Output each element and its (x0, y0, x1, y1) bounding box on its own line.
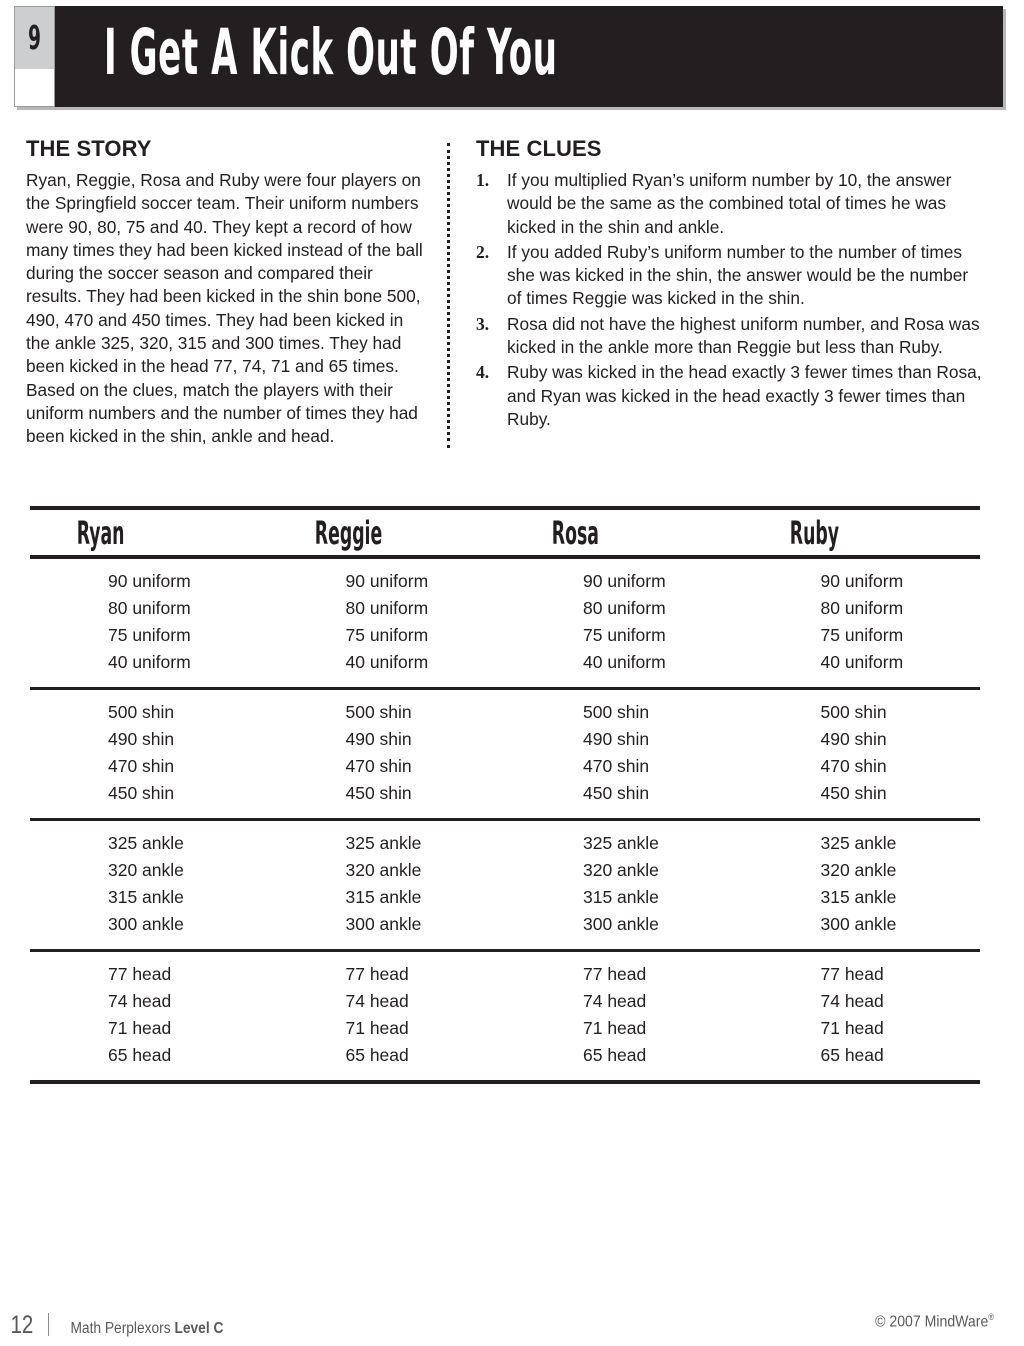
grid-option[interactable]: 320 ankle (583, 860, 659, 880)
grid-option[interactable]: 71 head (108, 1018, 172, 1038)
grid-option[interactable]: 75 uniform (583, 625, 666, 645)
story-body: Ryan, Reggie, Rosa and Ruby were four players on the Springfield soccer team. Their uniform numbers were 90, 80, 75 and 40. They kept a record of how many times they had been kicked instead of the ball during the soccer season and compared their results. They had been kicked in the shin bone 500, 490, 470 and 450 times. They had been kicked in the ankle 325, 320, 315 and 300 times. They had been kicked in the head 77, 74, 71 and 65 times. Based on the clues, match the players with their uniform numbers and the number of times they had been kicked in the shin, ankle and head. (26, 170, 423, 447)
page-footer (0, 1310, 1024, 1346)
grid-cell[interactable] (505, 830, 743, 938)
grid-cell[interactable] (30, 961, 268, 1069)
clues-column (476, 136, 986, 433)
grid-option[interactable]: 470 shin (345, 756, 412, 776)
footer-series-title (70, 1320, 223, 1338)
grid-option[interactable]: 450 shin (345, 783, 412, 803)
grid-option[interactable]: 450 shin (108, 783, 175, 803)
clue-text: If you added Ruby’s uniform number to the number of times she was kicked in the shin, the answer would be the number of times Reggie was kicked in the shin. (507, 241, 969, 309)
grid-option[interactable]: 450 shin (820, 783, 887, 803)
grid-cell[interactable] (268, 568, 506, 676)
grid-option[interactable]: 74 head (108, 991, 172, 1011)
clue-item (476, 313, 986, 360)
grid-cell[interactable] (505, 961, 743, 1069)
grid-option[interactable]: 90 uniform (345, 571, 429, 591)
player-name-ryan: Ryan (76, 513, 125, 552)
grid-option[interactable]: 71 head (820, 1018, 884, 1038)
footer-level: Level C (174, 1320, 224, 1337)
player-name-reggie: Reggie (314, 513, 382, 552)
grid-option[interactable]: 90 uniform (583, 571, 666, 591)
grid-option[interactable]: 80 uniform (820, 598, 904, 618)
puzzle-number: 9 (28, 18, 41, 57)
grid-option[interactable]: 500 shin (820, 702, 887, 722)
grid-option[interactable]: 40 uniform (820, 652, 904, 672)
clue-item (476, 361, 986, 431)
grid-option[interactable]: 490 shin (108, 729, 175, 749)
grid-option[interactable]: 315 ankle (345, 887, 422, 907)
grid-option[interactable]: 300 ankle (345, 914, 422, 934)
grid-cell[interactable] (743, 568, 981, 676)
grid-option[interactable]: 80 uniform (345, 598, 429, 618)
page-header (0, 0, 1024, 112)
solving-grid (30, 506, 980, 1084)
grid-option[interactable]: 500 shin (345, 702, 412, 722)
grid-option[interactable]: 325 ankle (345, 833, 422, 853)
grid-option[interactable]: 450 shin (583, 783, 650, 803)
footer-divider (48, 1313, 49, 1336)
grid-option[interactable]: 500 shin (583, 702, 650, 722)
clue-number: 4. (476, 362, 490, 383)
grid-option[interactable]: 65 head (345, 1045, 409, 1065)
grid-block-head (30, 952, 980, 1080)
grid-cell[interactable] (268, 830, 506, 938)
grid-option[interactable]: 315 ankle (820, 887, 897, 907)
grid-cell[interactable] (743, 961, 981, 1069)
grid-option[interactable]: 325 ankle (583, 833, 659, 853)
grid-option[interactable]: 71 head (583, 1018, 647, 1038)
clue-item (476, 169, 986, 239)
clue-number: 2. (476, 241, 490, 262)
grid-cell[interactable] (505, 568, 743, 676)
grid-block-ankle (30, 821, 980, 949)
grid-option[interactable]: 74 head (345, 991, 409, 1011)
grid-option[interactable]: 315 ankle (108, 887, 184, 907)
grid-header-cell (30, 514, 268, 552)
grid-option[interactable]: 40 uniform (583, 652, 666, 672)
grid-option[interactable]: 325 ankle (820, 833, 897, 853)
footer-copyright (875, 1312, 994, 1331)
story-column (26, 136, 426, 449)
grid-option[interactable]: 470 shin (108, 756, 175, 776)
clue-text: Rosa did not have the highest uniform number, and Rosa was kicked in the ankle more than Reggie but less than Ruby. (507, 313, 980, 358)
page-number: 12 (10, 1311, 34, 1339)
grid-option[interactable]: 77 head (108, 964, 172, 984)
footer-series-name: Math Perplexors (70, 1320, 175, 1337)
puzzle-title: I Get A Kick Out Of You (104, 16, 558, 89)
grid-option[interactable]: 300 ankle (820, 914, 897, 934)
player-name-rosa: Rosa (551, 513, 599, 552)
clue-item (476, 241, 986, 311)
grid-option[interactable]: 74 head (583, 991, 647, 1011)
grid-cell[interactable] (743, 699, 981, 807)
grid-option[interactable]: 77 head (820, 964, 884, 984)
grid-cell[interactable] (268, 699, 506, 807)
grid-cell[interactable] (30, 699, 268, 807)
grid-option[interactable]: 77 head (345, 964, 409, 984)
grid-separator-rule (30, 1080, 980, 1084)
grid-option[interactable]: 490 shin (820, 729, 887, 749)
grid-option[interactable]: 75 uniform (820, 625, 904, 645)
grid-option[interactable]: 80 uniform (108, 598, 191, 618)
grid-option[interactable]: 470 shin (583, 756, 650, 776)
grid-option[interactable]: 315 ankle (583, 887, 659, 907)
grid-option[interactable]: 325 ankle (108, 833, 184, 853)
clue-text: Ruby was kicked in the head exactly 3 fewer times than Rosa, and Ryan was kicked in the head exactly 3 fewer times than Ruby. (507, 362, 982, 429)
grid-option[interactable]: 320 ankle (820, 860, 897, 880)
registered-trademark-icon: ® (988, 1312, 994, 1322)
grid-header-cell (505, 514, 743, 552)
grid-cell[interactable] (30, 830, 268, 938)
player-name-ruby: Ruby (789, 513, 839, 552)
puzzle-number-box (14, 6, 55, 107)
clue-text: If you multiplied Ryan’s uniform number by 10, the answer would be the same as the combined total of times he was kicked in the shin and ankle. (507, 170, 952, 237)
grid-option[interactable]: 71 head (345, 1018, 409, 1038)
grid-option[interactable]: 490 shin (583, 729, 650, 749)
grid-option[interactable]: 300 ankle (583, 914, 659, 934)
grid-option[interactable]: 75 uniform (345, 625, 429, 645)
grid-option[interactable]: 470 shin (820, 756, 887, 776)
grid-option[interactable]: 90 uniform (820, 571, 904, 591)
story-heading: THE STORY (26, 136, 152, 161)
grid-cell[interactable] (743, 830, 981, 938)
grid-option[interactable]: 75 uniform (108, 625, 191, 645)
grid-cell[interactable] (505, 699, 743, 807)
grid-option[interactable]: 40 uniform (345, 652, 429, 672)
grid-block-shin (30, 690, 980, 818)
grid-option[interactable]: 320 ankle (108, 860, 184, 880)
grid-cell[interactable] (268, 961, 506, 1069)
grid-block-uniform (30, 559, 980, 687)
clues-list (476, 169, 986, 431)
grid-header-row (30, 510, 980, 555)
grid-option[interactable]: 65 head (820, 1045, 884, 1065)
grid-option[interactable]: 40 uniform (108, 652, 191, 672)
grid-option[interactable]: 500 shin (108, 702, 175, 722)
clue-number: 3. (476, 313, 490, 334)
grid-option[interactable]: 490 shin (345, 729, 412, 749)
grid-header-cell (743, 514, 981, 552)
grid-option[interactable]: 90 uniform (108, 571, 191, 591)
copyright-text: © 2007 MindWare (874, 1313, 989, 1331)
grid-option[interactable]: 65 head (583, 1045, 647, 1065)
grid-body (30, 559, 980, 1084)
grid-header-cell (268, 514, 506, 552)
grid-option[interactable]: 65 head (108, 1045, 172, 1065)
grid-option[interactable]: 80 uniform (583, 598, 666, 618)
clues-heading: THE CLUES (476, 136, 602, 161)
grid-option[interactable]: 300 ankle (108, 914, 184, 934)
column-dotted-divider (447, 143, 450, 448)
footer-left-group (8, 1310, 236, 1340)
grid-option[interactable]: 74 head (820, 991, 884, 1011)
grid-option[interactable]: 77 head (583, 964, 647, 984)
clue-number: 1. (476, 170, 490, 190)
grid-option[interactable]: 320 ankle (345, 860, 422, 880)
grid-cell[interactable] (30, 568, 268, 676)
